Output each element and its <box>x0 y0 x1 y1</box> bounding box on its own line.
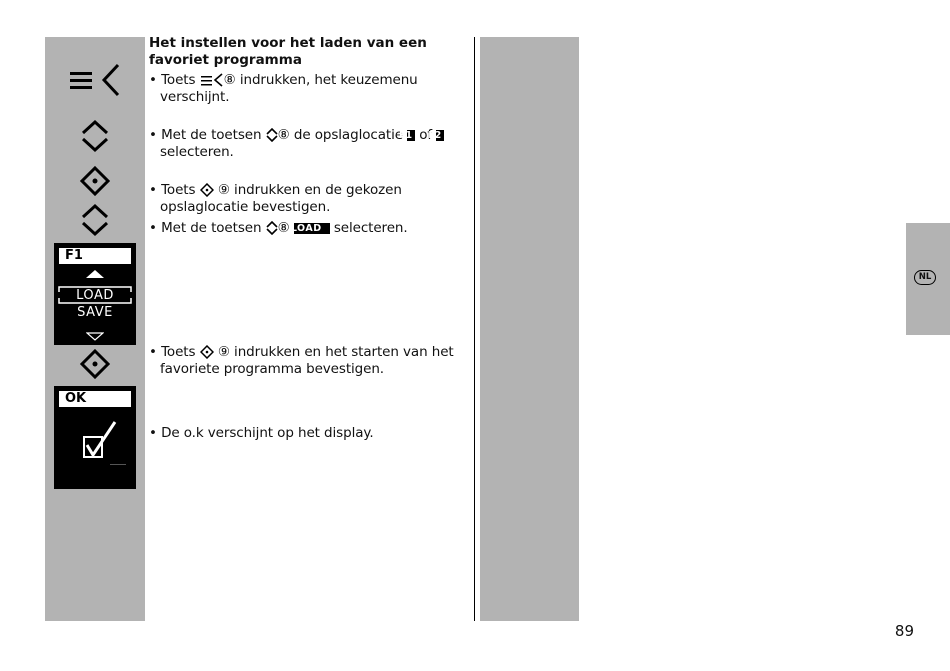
step-text: De o.k verschijnt op het display. <box>161 425 374 441</box>
step-6: • De o.k verschijnt op het display. <box>149 425 374 441</box>
up-down-icon <box>266 128 278 142</box>
step-text: of <box>419 127 433 143</box>
display-f1 <box>54 243 136 345</box>
key-number: ⑨ <box>217 344 230 360</box>
step-text: indrukken en het starten van het favoriete programma bevestigen. <box>160 344 454 377</box>
language-badge: NL <box>914 270 936 285</box>
arrow-down-icon <box>86 332 104 341</box>
step-text: Toets <box>161 72 196 88</box>
step-text: Met de toetsen <box>161 220 262 236</box>
display-ok <box>54 386 136 489</box>
display-option-save: SAVE <box>77 305 113 320</box>
column-divider <box>474 37 475 621</box>
step-4: • Met de toetsen ⑧ LOAD selecteren. <box>149 220 408 236</box>
step-text: indrukken en de gekozen opslaglocatie bevestigen. <box>160 182 402 215</box>
enter-diamond-icon <box>80 166 110 196</box>
step-text: selecteren. <box>333 220 408 236</box>
up-down-icon <box>266 221 278 235</box>
display-header: OK <box>59 391 131 407</box>
language-tab <box>906 223 950 335</box>
badge-load: LOAD <box>294 223 330 234</box>
enter-diamond-icon <box>200 183 214 197</box>
section-heading: Het instellen voor het laden van een favoriet programma <box>149 35 427 68</box>
right-gray-column <box>480 37 579 621</box>
step-text: selecteren. <box>160 144 234 160</box>
menu-back-icon <box>68 62 122 98</box>
page-number: 89 <box>894 622 914 640</box>
badge-f1: F1 <box>407 130 415 141</box>
step-text: Toets <box>161 344 196 360</box>
key-number: ⑧ <box>223 72 236 88</box>
key-number: ⑧ <box>277 127 290 143</box>
up-down-icon <box>80 119 110 153</box>
badge-f2: F2 <box>436 130 444 141</box>
step-text: Toets <box>161 182 196 198</box>
key-number: ⑨ <box>217 182 230 198</box>
key-number: ⑧ <box>277 220 290 236</box>
step-text: de opslaglocatie <box>293 127 403 143</box>
display-underline <box>110 464 126 465</box>
step-5: • Toets ⑨ indrukken en het starten van het favoriete programma bevestigen. <box>149 344 454 377</box>
enter-diamond-icon <box>200 345 214 359</box>
display-header: F1 <box>59 248 131 264</box>
step-text: Met de toetsen <box>161 127 262 143</box>
enter-diamond-icon <box>80 349 110 379</box>
menu-back-icon <box>200 73 224 87</box>
step-text: indrukken, het keuzemenu verschijnt. <box>160 72 418 105</box>
step-2: • Met de toetsen ⑧ de opslaglocatie F1 of F2 selecteren. <box>149 127 478 161</box>
up-down-icon <box>80 203 110 237</box>
arrow-up-icon <box>85 269 105 279</box>
display-option-load: LOAD <box>76 288 114 303</box>
step-3: • Toets ⑨ indrukken en de gekozen opslaglocatie bevestigen. <box>149 182 402 215</box>
checkmark-icon <box>82 419 118 461</box>
step-1: • Toets ⑧ indrukken, het keuzemenu verschijnt. <box>149 72 418 105</box>
